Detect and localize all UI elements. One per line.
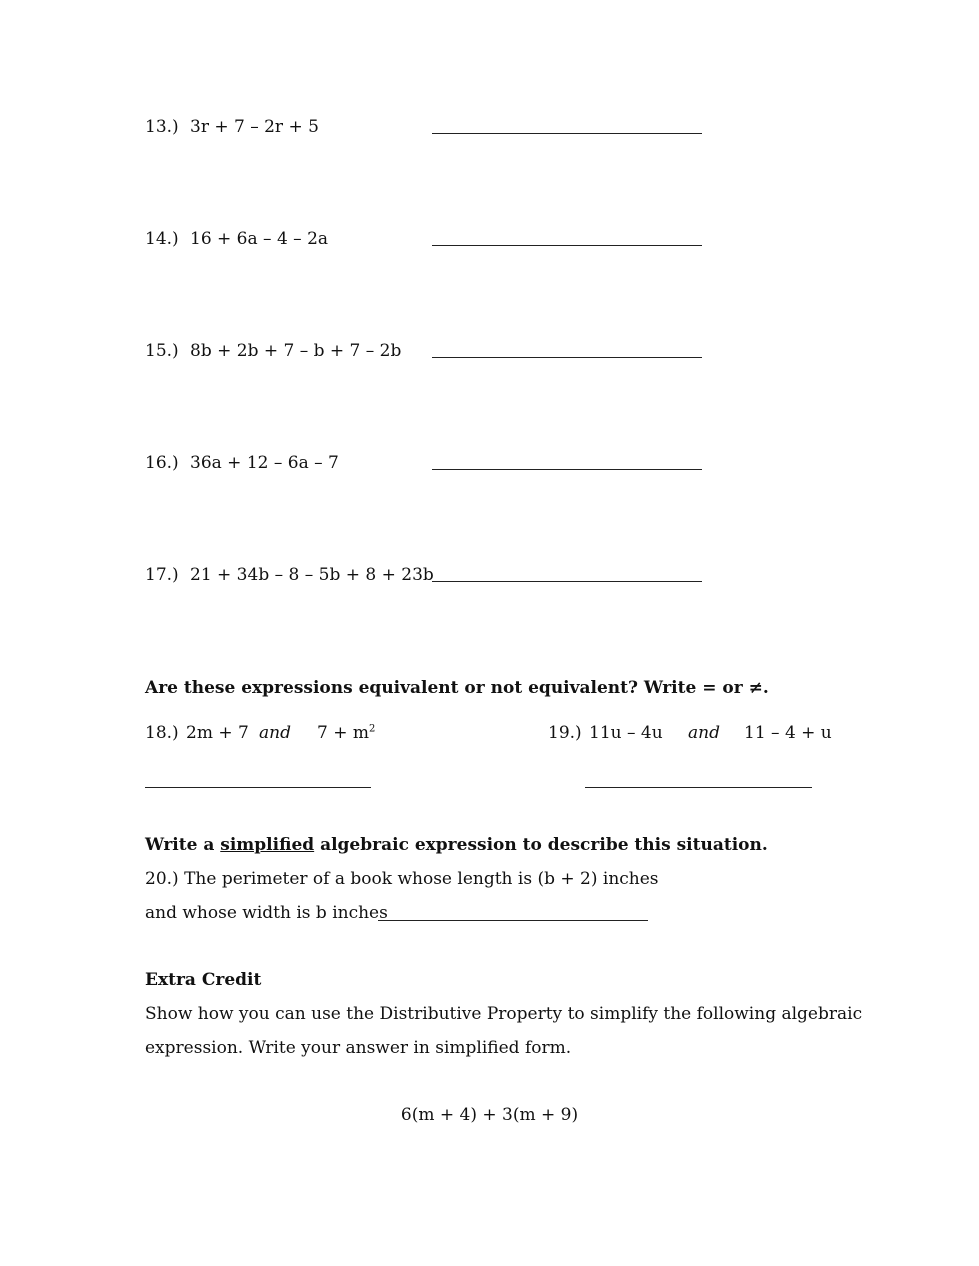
problem-expression: 3r + 7 – 2r + 5 [190,117,319,137]
and-word: and [259,723,291,743]
problem-number: 13.) [145,117,179,137]
answer-blank[interactable] [432,581,702,582]
problem-number: 18.) [145,723,179,743]
expression-right: 11 – 4 + u [744,723,832,743]
expression-left: 2m + 7 [186,723,249,743]
equivalence-heading: Are these expressions equivalent or not equivalent? Write = or ≠. [145,678,769,698]
expression-right [317,723,375,743]
problem-number: 19.) [548,723,582,743]
problem-expression: 16 + 6a – 4 – 2a [190,229,329,249]
extra-credit-expression: 6(m + 4) + 3(m + 9) [400,1105,579,1125]
problem-expression: 36a + 12 – 6a – 7 [190,453,339,473]
answer-blank[interactable] [432,245,702,246]
problem-number: 14.) [145,229,179,249]
extra-credit-line-1: Show how you can use the Distributive Property to simplify the following algebraic [145,1004,863,1024]
and-word: and [688,723,720,743]
problem-number: 16.) [145,453,179,473]
answer-blank[interactable] [432,469,702,470]
answer-blank[interactable] [432,357,702,358]
problem-expression: 8b + 2b + 7 – b + 7 – 2b [190,341,402,361]
problem-number: 15.) [145,341,179,361]
extra-credit-line-2: expression. Write your answer in simplified form. [145,1038,572,1058]
expression-left: 11u – 4u [589,723,663,743]
answer-blank[interactable] [145,787,371,788]
heading-text: Write a [145,835,221,855]
heading-underlined-word: simplified [220,835,315,855]
heading-text: algebraic expression to describe this situation. [314,835,768,855]
problem-expression: 21 + 34b – 8 – 5b + 8 + 23b [190,565,434,585]
situation-heading [145,835,768,855]
problem-number: 17.) [145,565,179,585]
extra-credit-heading: Extra Credit [145,970,262,990]
exponent: 2 [369,723,376,735]
answer-blank[interactable] [585,787,812,788]
expression-right-base: 7 + m [317,723,369,743]
problem-20-line-2: and whose width is b inches [145,903,388,923]
answer-blank[interactable] [378,920,648,921]
problem-20-line-1: 20.) The perimeter of a book whose length is (b + 2) inches [145,869,659,889]
answer-blank[interactable] [432,133,702,134]
